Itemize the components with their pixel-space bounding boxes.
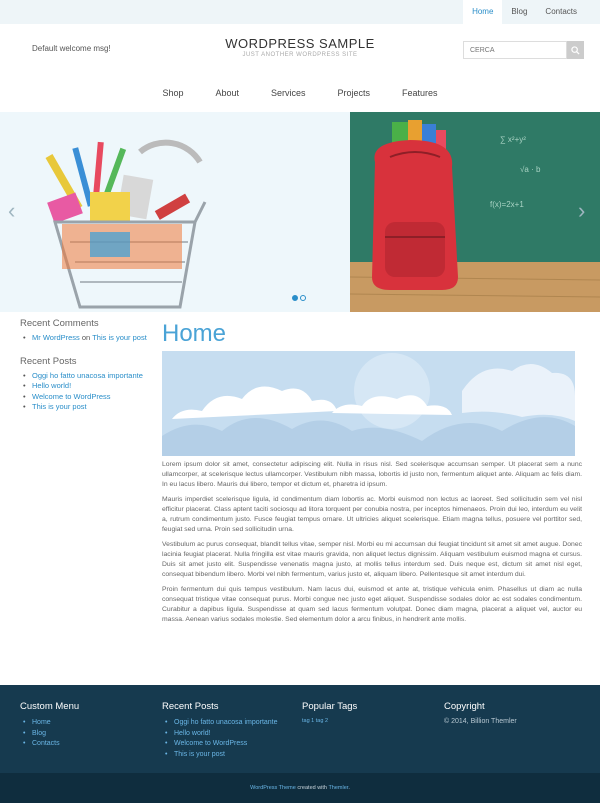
- bottom-period: .: [348, 785, 350, 791]
- list-item: [20, 381, 155, 392]
- hero-cloud-image: [162, 351, 575, 456]
- slide-backpack: [350, 112, 600, 312]
- list-item: [162, 729, 297, 740]
- site-title[interactable]: WORDPRESS SAMPLE: [225, 36, 375, 51]
- recent-posts-list: [20, 371, 155, 413]
- cloud-illustration: [162, 351, 575, 456]
- top-nav-home[interactable]: Home: [463, 0, 502, 24]
- nav-projects[interactable]: Projects: [337, 88, 371, 98]
- content-paragraph: Proin fermentum dui quis tempus vestibulum. Nam lacus dui, euismod et ante at, tristique vehicula enim. Phasellus ut diam ac nulla consequat tristique vitae consequat purus. Morbi congue nec justo eget aliquet. Suspendisse sodales dolor ac est sodales condimentum. Curabitur a dapibus ligula. Suspendisse at quam sed lacus fermentum volutpat. Donec diam magna, placerat a aliquet vel, auctor eu massa. Aenean varius sodales molestie. Sed elementum dolor a arcu finibus, in hendrerit ante mollis.: [162, 586, 582, 623]
- footer-post-link[interactable]: Oggi ho fatto unacosa importante: [174, 719, 278, 726]
- main-nav: [0, 88, 600, 98]
- site-description: JUST ANOTHER WORDPRESS SITE: [242, 52, 358, 58]
- bottom-bar: [0, 773, 600, 803]
- nav-about[interactable]: About: [215, 88, 239, 98]
- svg-text:√a · b: √a · b: [520, 165, 541, 174]
- content-paragraph: Lorem ipsum dolor sit amet, consectetur adipiscing elit. Nulla in risus nisl. Sed scelerisque accumsan semper. Ut placerat sem a nunc ullamcorper, at scelerisque lectus ullamcorper. Vestibulum nibh massa, lobortis id justo non, fermentum aliquet ante. Aliquam ac felis diam. In eu lacus libero. Mauris dui libero, tempor et dictum et, pharetra id ipsum.: [162, 461, 582, 488]
- slider-dot-2[interactable]: [300, 295, 306, 301]
- footer-post-link[interactable]: Welcome to WordPress: [174, 740, 248, 747]
- list-item: [162, 750, 297, 761]
- list-item: [20, 402, 155, 413]
- footer: [0, 685, 600, 773]
- list-item: [20, 333, 155, 344]
- backpack-image: [350, 112, 600, 312]
- footer-recent-posts-heading: Recent Posts: [162, 701, 219, 712]
- tag-link[interactable]: tag 1: [302, 718, 315, 724]
- image-slider: [0, 112, 600, 312]
- created-with-text: created with: [295, 785, 329, 791]
- footer-recent-posts: [162, 701, 297, 760]
- page-title: Home: [162, 320, 227, 347]
- footer-copyright-heading: Copyright: [444, 701, 485, 712]
- nav-shop[interactable]: Shop: [162, 88, 184, 98]
- slider-dots: [292, 295, 306, 301]
- top-nav: [463, 0, 586, 24]
- welcome-message: Default welcome msg!: [32, 44, 111, 53]
- list-item: [162, 718, 297, 729]
- comment-post-link[interactable]: This is your post: [92, 333, 147, 342]
- footer-menu-link[interactable]: Home: [32, 719, 51, 726]
- shopping-cart-image: [0, 112, 350, 312]
- footer-popular-tags: [302, 701, 432, 724]
- footer-post-link[interactable]: This is your post: [174, 750, 225, 758]
- top-nav-blog[interactable]: Blog: [511, 7, 528, 16]
- wordpress-theme-link[interactable]: WordPress Theme: [250, 785, 296, 791]
- list-item: [20, 729, 150, 740]
- nav-services[interactable]: Services: [271, 88, 306, 98]
- recent-comments-heading: Recent Comments: [20, 318, 99, 329]
- nav-features[interactable]: Features: [402, 88, 438, 98]
- themler-link[interactable]: Themler: [328, 785, 349, 791]
- recent-post-link[interactable]: This is your post: [32, 402, 87, 411]
- list-item: [20, 371, 155, 382]
- footer-custom-menu: [20, 701, 150, 750]
- comment-author-link[interactable]: Mr WordPress: [32, 333, 80, 342]
- recent-comments-list: [20, 333, 155, 344]
- footer-menu-link[interactable]: Contacts: [32, 740, 60, 747]
- footer-post-link[interactable]: Hello world!: [174, 729, 211, 737]
- search-button[interactable]: [567, 41, 584, 59]
- footer-menu-link[interactable]: Blog: [32, 729, 47, 737]
- search-input[interactable]: [463, 41, 567, 59]
- svg-text:f(x)=2x+1: f(x)=2x+1: [490, 200, 524, 209]
- list-item: [20, 739, 150, 750]
- svg-text:∑ x²+y²: ∑ x²+y²: [500, 135, 526, 144]
- recent-post-link[interactable]: Hello world!: [32, 381, 72, 390]
- recent-post-link[interactable]: Welcome to WordPress: [32, 391, 111, 401]
- slider-dot-1[interactable]: [292, 295, 298, 301]
- search-icon: [571, 46, 580, 55]
- footer-copyright: [444, 701, 584, 725]
- copyright-text: © 2014, Billion Themler: [444, 718, 517, 725]
- tag-link[interactable]: tag 2: [315, 718, 328, 724]
- list-item: [162, 739, 297, 750]
- recent-post-link[interactable]: Oggi ho fatto unacosa importante: [32, 370, 143, 380]
- list-item: [20, 718, 150, 729]
- recent-posts-heading: Recent Posts: [20, 355, 77, 367]
- content-paragraph: Mauris imperdiet scelerisque ligula, id condimentum diam lobortis ac. Morbi euismod non lectus ac laoreet. Sed sollicitudin sem vel nisl efficitur placerat. Class aptent taciti sociosqu ad litora torquent per conubia nostra, per inceptos himenaeos. Proin dui leo, interdum eu velit a, rutrum condimentum justo. Fusce feugiat tempus ornare. Ut ultricies aliquet scelerisque. Etiam magna tellus, posuere vel porttitor sed, feugiat sed urna. Proin sed sollicitudin urna.: [162, 496, 582, 533]
- comment-on-text: on: [81, 333, 91, 342]
- top-bar: [0, 0, 600, 24]
- footer-custom-menu-heading: Custom Menu: [20, 701, 80, 712]
- footer-popular-tags-heading: Popular Tags: [302, 701, 358, 712]
- list-item: [20, 392, 155, 403]
- sidebar: [20, 318, 155, 425]
- content-paragraph: Vestibulum ac purus consequat, blandit tellus vitae, semper nisl. Morbi eu mi accumsan dui feugiat tincidunt sit amet sit amet augue. Donec lacinia feugiat placerat. Nulla fringilla est vitae mauris gravida, non aliquet lectus dignissim. Aliquam vestibulum euismod magna et cursus. Duis sit amet justo elit. Suspendisse venenatis magna justo, at mollis tellus interdum sed. Duis neque est, dictum sit amet nisl eget, consequat bibendum libero. Morbi vel nibh fermentum, varius justo et, aliquam libero. Pellentesque sit amet interdum dui.: [162, 541, 582, 578]
- slider-prev-arrow[interactable]: ‹: [8, 198, 16, 223]
- top-nav-contacts[interactable]: Contacts: [545, 7, 577, 16]
- slide-shopping-cart: [0, 112, 350, 312]
- page-content: [162, 460, 582, 630]
- slider-next-arrow[interactable]: ›: [578, 198, 586, 223]
